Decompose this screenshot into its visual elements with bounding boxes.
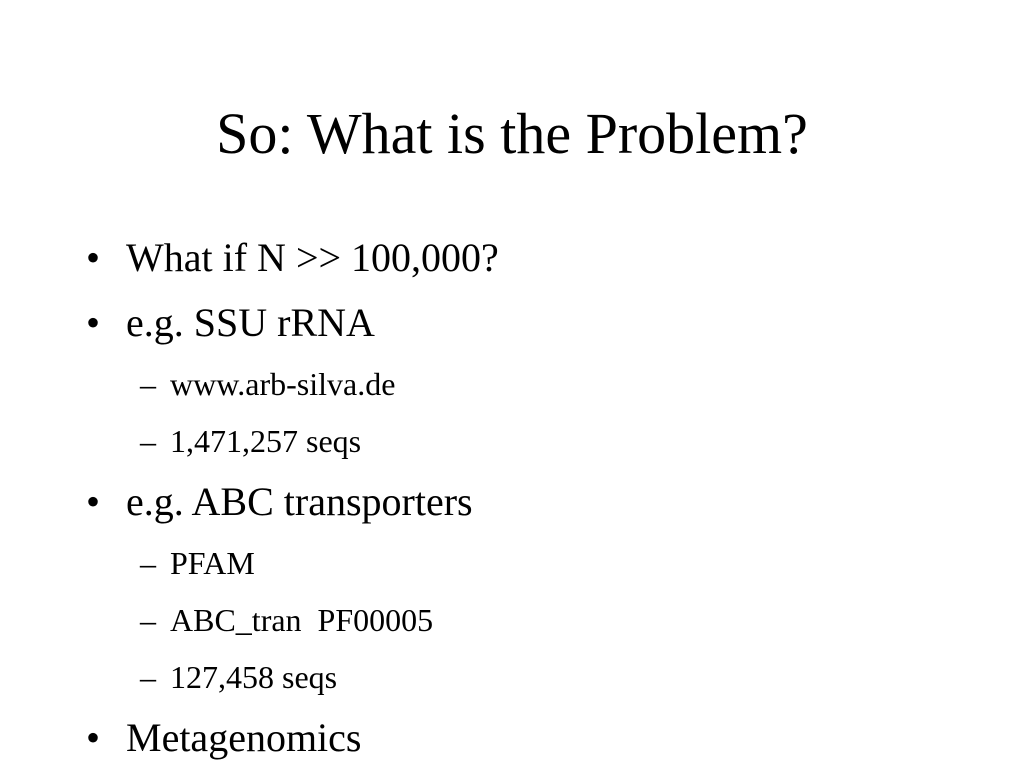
dash-glyph: –: [140, 602, 156, 638]
bullet-glyph: •: [86, 479, 101, 524]
sub-bullet-item: [140, 421, 361, 461]
bullet-text: Metagenomics: [126, 715, 362, 760]
bullet-text: e.g. SSU rRNA: [126, 300, 375, 345]
bullet-item: [86, 714, 362, 762]
dash-glyph: –: [140, 545, 156, 581]
bullet-glyph: •: [86, 300, 101, 345]
sub-bullet-text: 127,458 seqs: [170, 659, 338, 695]
bullet-glyph: •: [86, 235, 101, 280]
dash-glyph: –: [140, 423, 156, 459]
sub-bullet-item: [140, 600, 433, 640]
sub-bullet-text: 1,471,257 seqs: [170, 423, 362, 459]
sub-bullet-text: ABC_tran PF00005: [170, 602, 434, 638]
dash-glyph: –: [140, 659, 156, 695]
bullet-item: [86, 299, 375, 347]
bullet-item: [86, 234, 499, 282]
bullet-item: [86, 478, 473, 526]
bullet-glyph: •: [86, 715, 101, 760]
sub-bullet-item: [140, 364, 395, 404]
bullet-text: What if N >> 100,000?: [126, 235, 499, 280]
sub-bullet-text: www.arb-silva.de: [170, 366, 396, 402]
dash-glyph: –: [140, 366, 156, 402]
sub-bullet-item: [140, 543, 255, 583]
bullet-text: e.g. ABC transporters: [126, 479, 473, 524]
sub-bullet-text: PFAM: [170, 545, 255, 581]
sub-bullet-item: [140, 657, 337, 697]
slide-title: So: What is the Problem?: [216, 101, 808, 166]
